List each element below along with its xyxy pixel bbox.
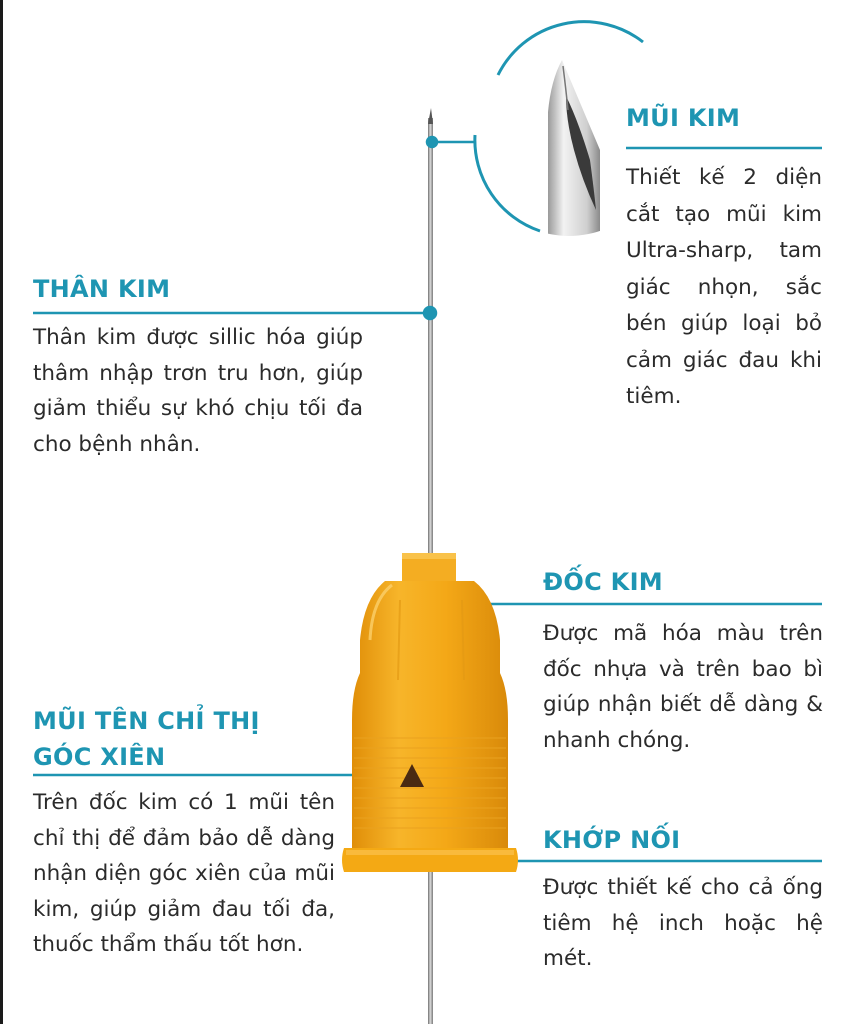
tip-magnifier	[475, 22, 643, 250]
joint-description: Được thiết kế cho cả ống tiêm hệ inch hoặc hệ mét.	[543, 875, 823, 971]
tip-title: MŨI KIM	[626, 104, 741, 132]
enlarged-tip	[548, 60, 600, 250]
bevel-arrow-title-line2: GÓC XIÊN	[33, 743, 166, 771]
bevel-arrow-description: Trên đốc kim có 1 mũi tên chỉ thị để đảm bảo dễ dàng nhận diện góc xiên của mũi kim, giúp giảm đau tối đa, thuốc thẩm thấu tốt hơn.	[33, 790, 335, 957]
hub-title: ĐỐC KIM	[543, 568, 663, 596]
bevel-arrow-title-line1: MŨI TÊN CHỈ THỊ	[33, 707, 260, 735]
shaft-title: THÂN KIM	[33, 275, 171, 303]
tip-description: Thiết kế 2 diện cắt tạo mũi kim Ultra-sharp, tam giác nhọn, sắc bén giúp loại bỏ cảm giác đau khi tiêm.	[626, 165, 822, 409]
shaft-description: Thân kim được sillic hóa giúp thâm nhập trơn tru hơn, giúp giảm thiểu sự khó chịu tối đa cho bệnh nhân.	[33, 325, 363, 457]
hub-description: Được mã hóa màu trên đốc nhựa và trên bao bì giúp nhận biết dễ dàng & nhanh chóng.	[543, 621, 823, 753]
needle-hub	[342, 553, 518, 872]
bevel-arrow-title	[33, 703, 313, 775]
joint-title: KHỚP NỐI	[543, 826, 681, 854]
